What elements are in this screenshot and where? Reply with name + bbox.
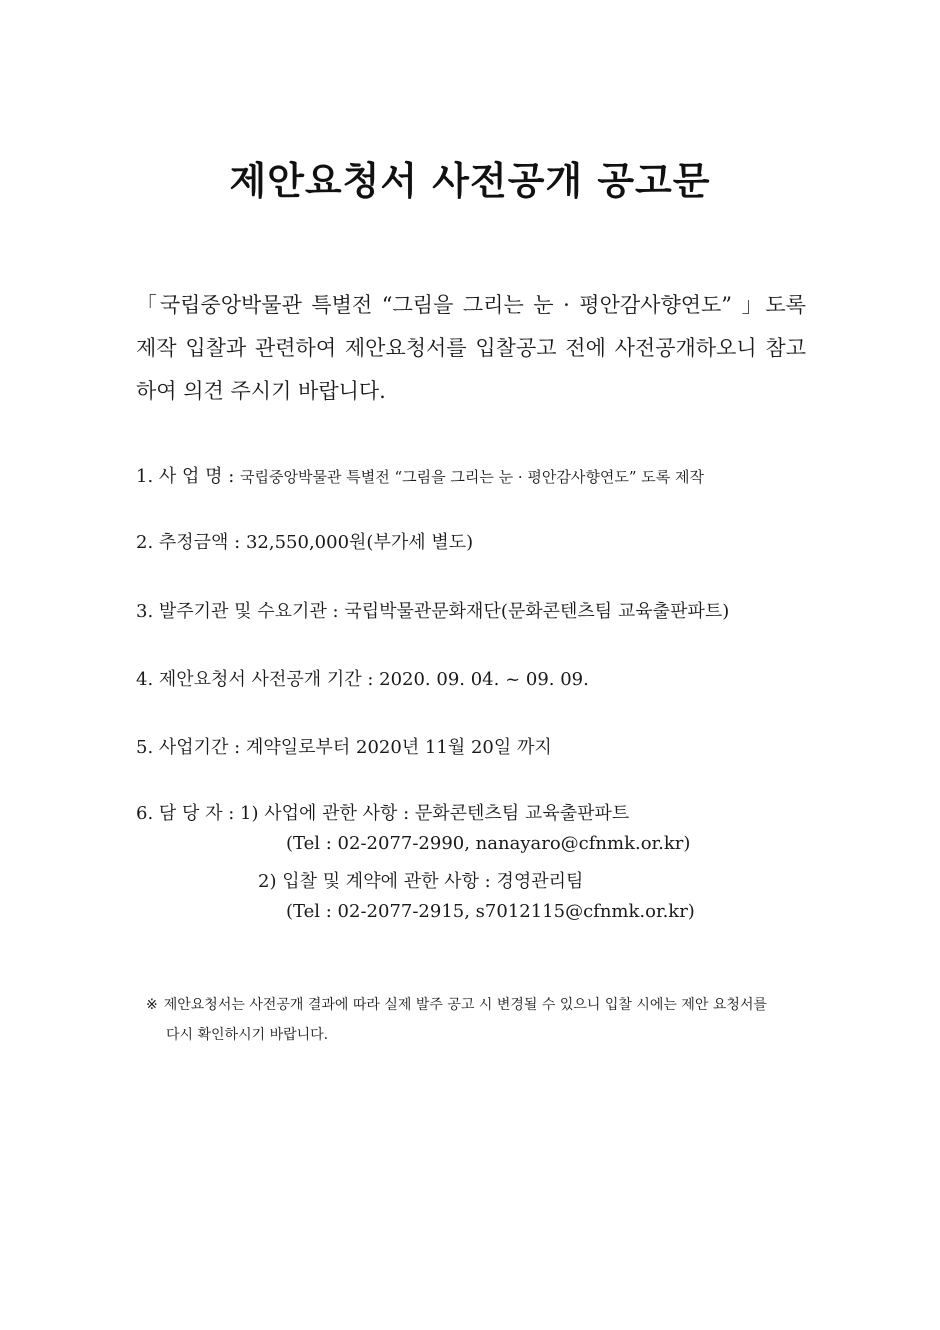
contact-1-detail: (Tel : 02-2077-2990, nanayaro@cfnmk.or.kr) bbox=[286, 833, 691, 854]
item-label: 3. 발주기관 및 수요기관 : bbox=[136, 601, 345, 622]
reference-mark-icon: ※ bbox=[146, 997, 158, 1013]
intro-paragraph: 「국립중앙박물관 특별전 “그림을 그리는 눈 · 평안감사향연도” 」도록 제작 입찰과 관련하여 제안요청서를 입찰공고 전에 사전공개하오니 참고하여 의견 주시기 바랍니다. bbox=[136, 293, 806, 403]
item-value: 2020. 09. 04. ~ 09. 09. bbox=[379, 669, 589, 690]
footnote-line-2: 다시 확인하시기 바랍니다. bbox=[166, 1027, 329, 1043]
item-label: 5. 사업기간 : bbox=[136, 737, 246, 758]
footnote-line-1: 제안요청서는 사전공개 결과에 따라 실제 발주 공고 시 변경될 수 있으니 입찰 시에는 제안 요청서를 bbox=[163, 997, 767, 1013]
item-value: 계약일로부터 2020년 11월 20일 까지 bbox=[245, 737, 552, 758]
item-estimated-amount bbox=[136, 528, 473, 554]
item-label: 1. 사 업 명 : bbox=[136, 466, 241, 487]
item-label: 6. 담 당 자 : bbox=[136, 803, 241, 824]
contact-2-detail: (Tel : 02-2077-2915, s7012115@cfnmk.or.kr) bbox=[286, 901, 695, 922]
item-value: 1) 사업에 관한 사항 : 문화콘텐츠팀 교육출판파트 bbox=[240, 803, 630, 824]
footnote bbox=[146, 990, 811, 1050]
page-title: 제안요청서 사전공개 공고문 bbox=[229, 159, 711, 203]
contact-2-line: 2) 입찰 및 계약에 관한 사항 : 경영관리팀 bbox=[258, 871, 584, 892]
item-disclosure-period bbox=[136, 665, 589, 691]
item-label: 2. 추정금액 : bbox=[136, 532, 246, 553]
item-value: 32,550,000원(부가세 별도) bbox=[245, 532, 474, 553]
item-ordering-agency bbox=[136, 597, 729, 623]
item-value: 국립박물관문화재단(문화콘텐츠팀 교육출판파트) bbox=[344, 601, 730, 622]
item-label: 4. 제안요청서 사전공개 기간 : bbox=[136, 669, 380, 690]
item-value: 국립중앙박물관 특별전 “그림을 그리는 눈 · 평안감사향연도” 도록 제작 bbox=[240, 468, 704, 486]
item-contact-person bbox=[136, 799, 629, 825]
item-project-name bbox=[136, 462, 704, 488]
item-project-period bbox=[136, 733, 552, 759]
